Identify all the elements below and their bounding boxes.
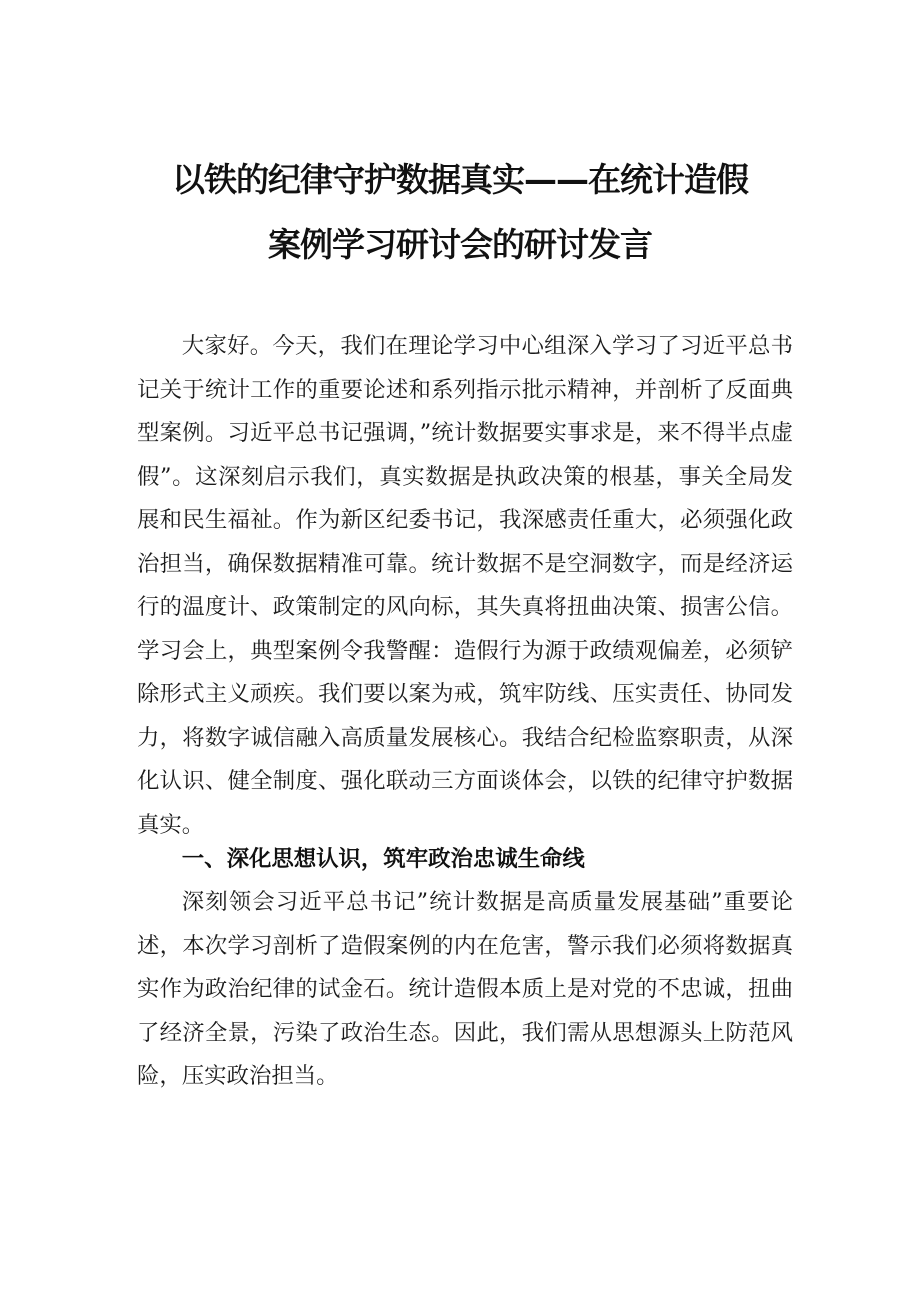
section-heading-1: 一、深化思想认识，筑牢政治忠诚生命线: [181, 846, 585, 872]
document-title-line-2: 案例学习研讨会的研讨发言: [268, 225, 652, 264]
intro-paragraph: 大家好。今天，我们在理论学习中心组深入学习了习近平总书记关于统计工作的重要论述和系列指示批示精神，并剖析了反面典型案例。习近平总书记强调，”统计数据要实事求是，来不得半点虚假”。这深刻启示我们，真实数据是执政决策的根基，事关全局发展和民生福祉。作为新区纪委书记，我深感责任重大，必须强化政治担当，确保数据精准可靠。统计数据不是空洞数字，而是经济运行的温度计、政策制定的风向标，其失真将扭曲决策、损害公信。学习会上，典型案例令我警醒：造假行为源于政绩观偏差，必须铲除形式主义顽疾。我们要以案为戒，筑牢防线、压实责任、协同发力，将数字诚信融入高质量发展核心。我结合纪检监察职责，从深化认识、健全制度、强化联动三方面谈体会，以铁的纪律守护数据真实。: [137, 333, 793, 838]
document-title-line-1: 以铁的纪律守护数据真实——在统计造假: [172, 160, 748, 199]
section-1-paragraph: 深刻领会习近平总书记”统计数据是高质量发展基础”重要论述，本次学习剖析了造假案例的内在危害，警示我们必须将数据真实作为政治纪律的试金石。统计造假本质上是对党的不忠诚，扭曲了经济全景，污染了政治生态。因此，我们需从思想源头上防范风险，压实政治担当。: [137, 889, 793, 1089]
